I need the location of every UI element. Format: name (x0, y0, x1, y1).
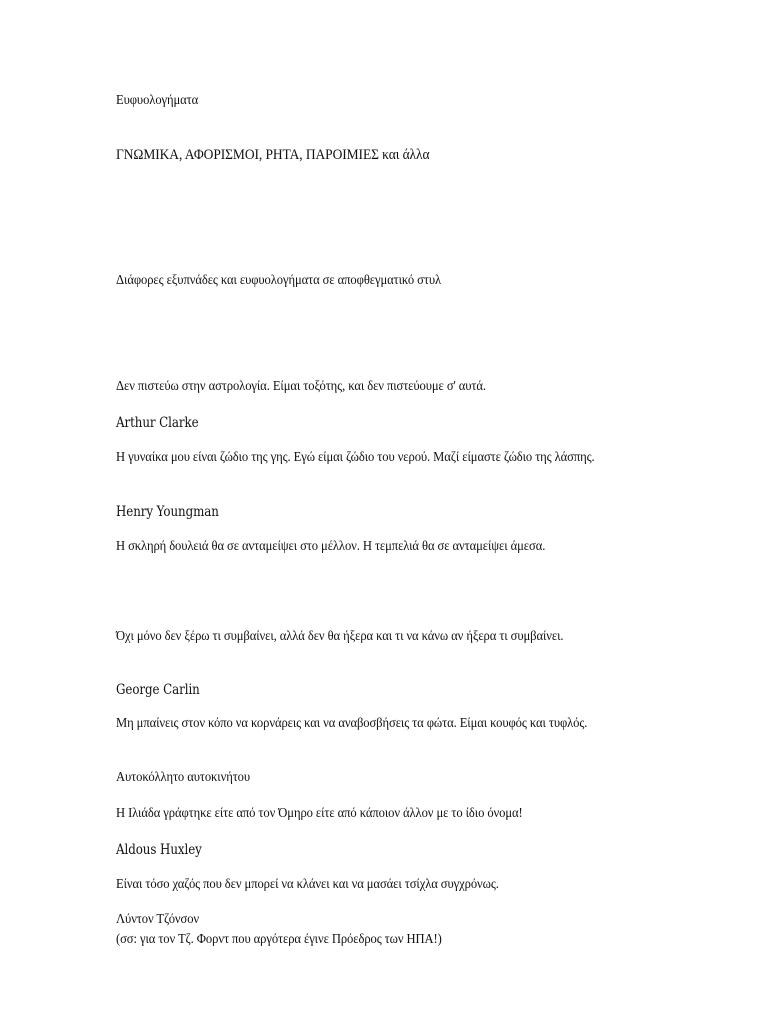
document-title: Ευφυολογήματα (116, 93, 199, 108)
quote-author: Λύντον Τζόνσον (116, 912, 200, 927)
document-intro: Διάφορες εξυπνάδες και ευφυολογήματα σε αποφθεγματικό στυλ (116, 273, 441, 288)
quote-author: Αυτοκόλλητο αυτοκινήτου (116, 770, 251, 785)
quote-author: Aldous Huxley (116, 842, 202, 858)
quote-author: George Carlin (116, 682, 200, 698)
quote-text: Δεν πιστεύω στην αστρολογία. Είμαι τοξότης, και δεν πιστεύουμε σ' αυτά. (116, 379, 486, 394)
quote-author: Arthur Clarke (116, 415, 199, 431)
quote-text: Μη μπαίνεις στον κόπο να κορνάρεις και να αναβοσβήσεις τα φώτα. Είμαι κουφός και τυφλός. (116, 716, 588, 731)
quote-text: Η σκληρή δουλειά θα σε ανταμείψει στο μέλλον. Η τεμπελιά θα σε ανταμείψει άμεσα. (116, 539, 546, 554)
quote-text: Όχι μόνο δεν ξέρω τι συμβαίνει, αλλά δεν θα ήξερα και τι να κάνω αν ήξερα τι συμβαίνει. (116, 629, 564, 644)
document-subtitle: ΓΝΩΜΙΚΑ, ΑΦΟΡΙΣΜΟΙ, ΡΗΤΑ, ΠΑΡΟΙΜΙΕΣ και άλλα (116, 147, 430, 163)
quote-author: Henry Youngman (116, 504, 219, 520)
footnote: (σσ: για τον Τζ. Φορντ που αργότερα έγινε Πρόεδρος των ΗΠΑ!) (116, 932, 442, 947)
quote-text: Η γυναίκα μου είναι ζώδιο της γης. Εγώ είμαι ζώδιο του νερού. Μαζί είμαστε ζώδιο της λάσπης. (116, 450, 595, 465)
quote-text: Είναι τόσο χαζός που δεν μπορεί να κλάνει και να μασάει τσίχλα συγχρόνως. (116, 877, 499, 892)
quote-text: Η Ιλιάδα γράφτηκε είτε από τον Όμηρο είτε από κάποιον άλλον με το ίδιο όνομα! (116, 806, 523, 821)
